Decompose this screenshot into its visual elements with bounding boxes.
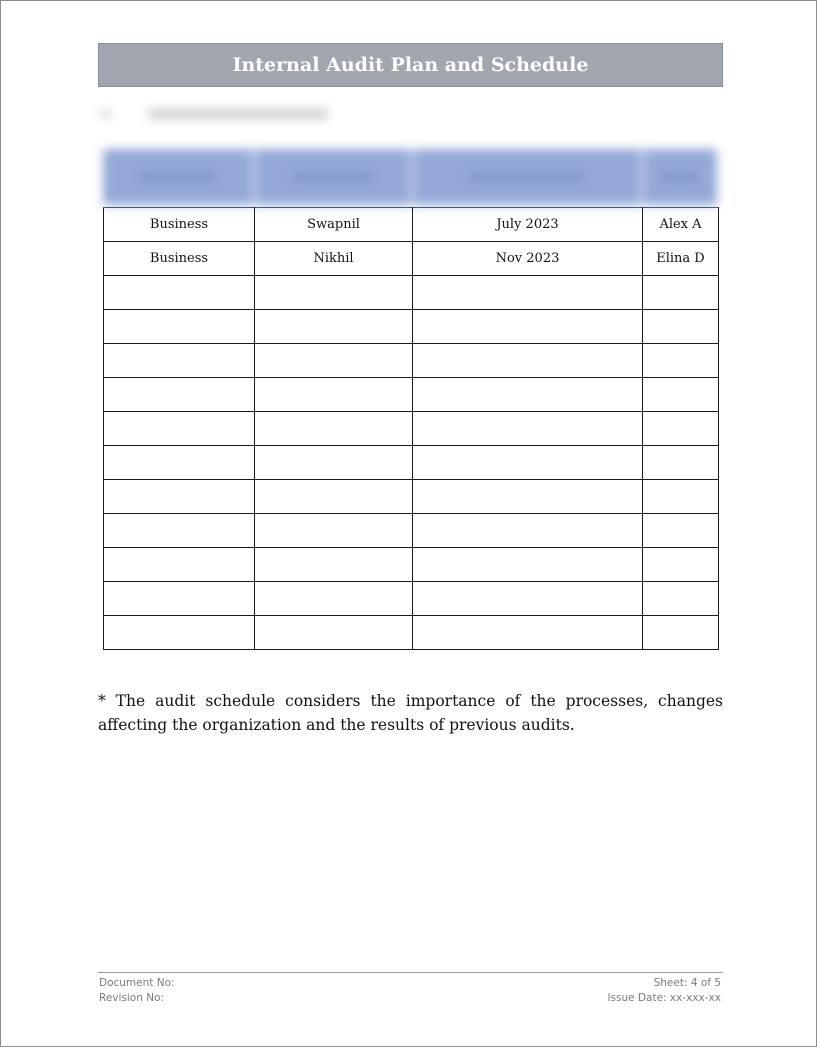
audit-schedule-table [103, 207, 719, 650]
blurred-section-header [93, 97, 733, 212]
footer-left [99, 976, 175, 1006]
table-cell: Alex A [643, 208, 719, 242]
table-cell [104, 616, 255, 650]
blurred-header-cell [255, 149, 413, 205]
table-row [104, 480, 719, 514]
table-row [104, 344, 719, 378]
table-row [104, 242, 719, 276]
footer-right [607, 976, 721, 1006]
table-cell [104, 276, 255, 310]
table-cell [255, 582, 413, 616]
table-row [104, 412, 719, 446]
table-cell [413, 276, 643, 310]
table-row [104, 446, 719, 480]
table-cell [104, 344, 255, 378]
table-cell [643, 310, 719, 344]
document-title: Internal Audit Plan and Schedule [232, 54, 589, 76]
table-cell [104, 378, 255, 412]
blurred-header-cell [103, 149, 255, 205]
table-cell [643, 446, 719, 480]
table-cell [104, 310, 255, 344]
table-row [104, 582, 719, 616]
table-cell [413, 480, 643, 514]
document-title-bar [98, 43, 723, 87]
table-cell: July 2023 [413, 208, 643, 242]
revision-number-label: Revision No: [99, 992, 165, 1004]
audit-schedule-note: * The audit schedule considers the importance of the processes, changes affecting the organization and the results of previous audits. [98, 692, 723, 734]
table-cell: Business [104, 242, 255, 276]
table-cell [643, 582, 719, 616]
blurred-header-cell [413, 149, 643, 205]
table-cell [255, 514, 413, 548]
table-cell [413, 412, 643, 446]
table-cell [255, 276, 413, 310]
table-cell [413, 582, 643, 616]
table-cell [413, 514, 643, 548]
table-cell [643, 412, 719, 446]
table-cell [104, 480, 255, 514]
table-cell: Swapnil [255, 208, 413, 242]
table-cell [255, 344, 413, 378]
table-row [104, 378, 719, 412]
table-row [104, 514, 719, 548]
table-cell [643, 276, 719, 310]
table-cell [413, 378, 643, 412]
footer-divider [98, 972, 723, 973]
table-cell [413, 548, 643, 582]
table-row [104, 276, 719, 310]
audit-schedule-body [104, 208, 719, 650]
blurred-table-header [103, 149, 717, 205]
document-number-label: Document No: [99, 977, 175, 989]
table-cell [255, 378, 413, 412]
table-cell: Nov 2023 [413, 242, 643, 276]
table-row [104, 208, 719, 242]
table-cell [104, 514, 255, 548]
table-cell [413, 446, 643, 480]
table-cell [413, 310, 643, 344]
table-cell [643, 514, 719, 548]
blurred-section-number [101, 111, 111, 117]
table-cell [255, 412, 413, 446]
table-cell [104, 582, 255, 616]
table-cell [104, 412, 255, 446]
table-cell [255, 310, 413, 344]
table-cell: Business [104, 208, 255, 242]
table-cell [413, 344, 643, 378]
table-row [104, 310, 719, 344]
table-cell [643, 344, 719, 378]
blurred-header-cell [643, 149, 717, 205]
sheet-number: Sheet: 4 of 5 [653, 977, 721, 989]
table-cell [643, 480, 719, 514]
blurred-section-heading [148, 109, 328, 119]
table-cell: Elina D [643, 242, 719, 276]
table-cell [413, 616, 643, 650]
table-cell [104, 548, 255, 582]
table-cell [643, 378, 719, 412]
table-row [104, 548, 719, 582]
table-cell [255, 446, 413, 480]
table-cell [643, 616, 719, 650]
table-cell [104, 446, 255, 480]
table-cell [643, 548, 719, 582]
issue-date: Issue Date: xx-xxx-xx [607, 992, 721, 1004]
table-cell [255, 548, 413, 582]
table-cell [255, 480, 413, 514]
table-cell: Nikhil [255, 242, 413, 276]
table-row [104, 616, 719, 650]
table-cell [255, 616, 413, 650]
